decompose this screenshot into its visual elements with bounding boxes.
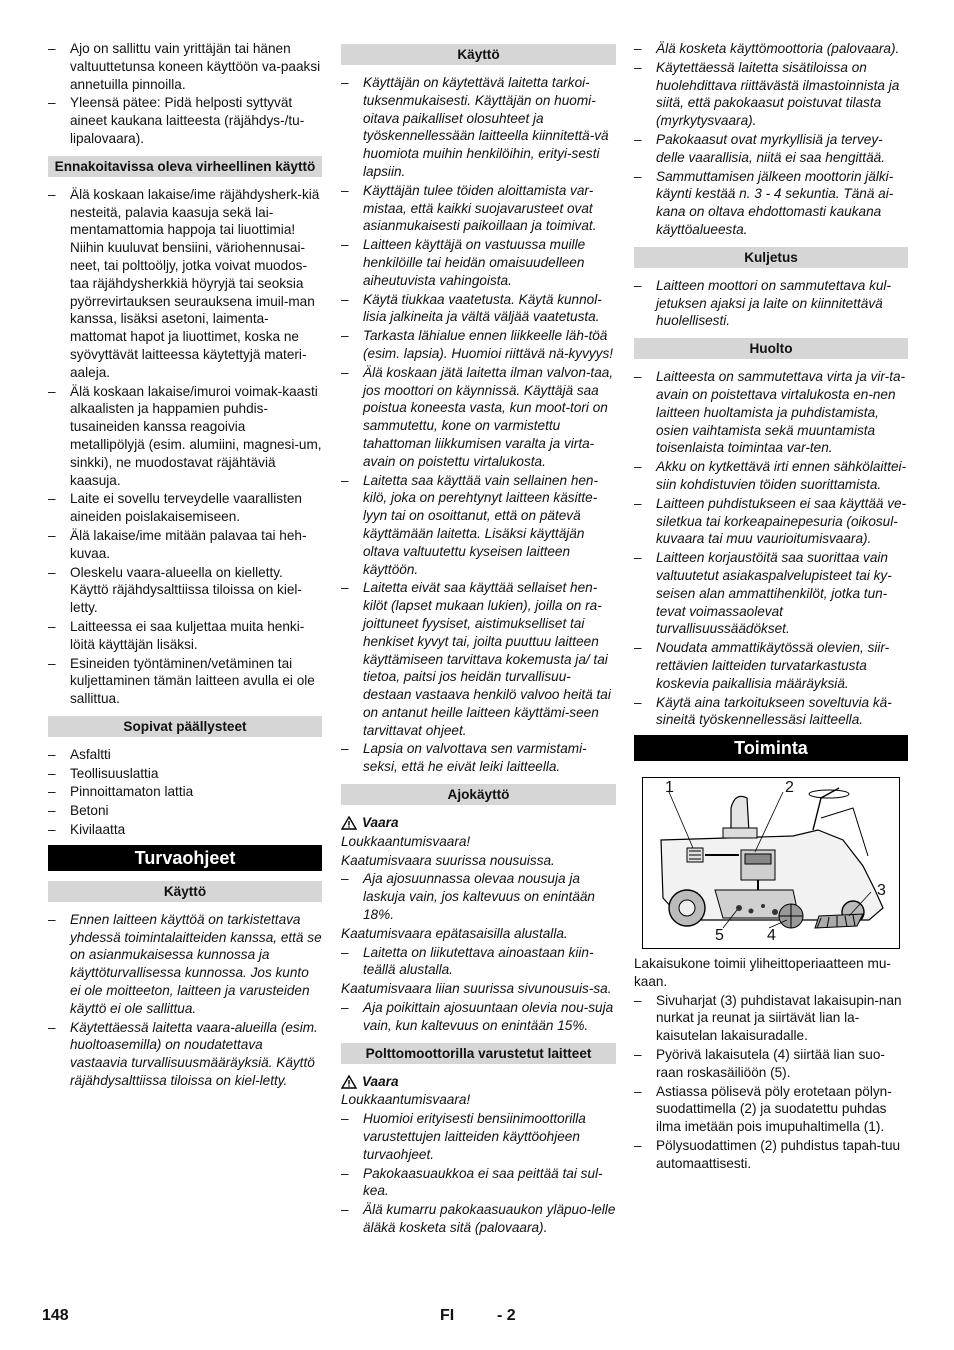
list-item: – Ajo on sallittu vain yrittäjän tai hänen valtuuttetunsa koneen käyttöön va-paaksi annetuilla pinnoilla. bbox=[48, 40, 322, 93]
section-heading-surfaces: Sopivat päällysteet bbox=[48, 716, 322, 737]
list-item: – Laitteessa ei saa kuljettaa muita henki-löitä käyttäjän lisäksi. bbox=[48, 618, 322, 654]
list-item: – Asfaltti bbox=[48, 746, 322, 764]
list-item: – Käytä aina tarkoitukseen soveltuvia kä-sineitä työskennellessäsi laitteella. bbox=[634, 694, 908, 730]
list-item: – Laite ei sovellu terveydelle vaarallisten aineiden poislakaisemiseen. bbox=[48, 490, 322, 526]
list-item: – Yleensä pätee: Pidä helposti syttyvät aineet kaukana laitteesta (räjähdys-/tu-lipalovaara). bbox=[48, 94, 322, 147]
list-item: – Älä koskaan lakaise/ime räjähdysherk-kiä nesteitä, palavia kaasuja sekä lai-mentamattomia happoja tai liuottimia! Niihin kuuluvat bensiini, väriohennusai-neet, tai polttoöljy, jotka voivat muodos-taa räjähdysherkkiä höyryjä tai seoksia pyörrevirtauksen seurauksena imuil-man kanssa, lisäksi asetoni, laimenta-mattomat hapot ja liuottimet, koska ne syövyttävät laitteessa käytettyjä materi-aaleja. bbox=[48, 186, 322, 382]
list-item: – Esineiden työntäminen/vetäminen tai kuljettaminen tämän laitteen avulla ei ole sallittua. bbox=[48, 655, 322, 708]
list-item: – Käytä tiukkaa vaatetusta. Käytä kunnol-lisia jalkineita ja vältä väljää vaatetusta. bbox=[341, 291, 616, 327]
misuse-list bbox=[48, 186, 322, 708]
column-middle bbox=[341, 44, 616, 1238]
list-item: – Pakokaasuaukkoa ei saa peittää tai sul-kea. bbox=[341, 1165, 616, 1201]
list-item: – Noudata ammattikäytössä olevien, siir-rettävien laitteiden turvatarkastusta koskevia paikallisia määräyksiä. bbox=[634, 639, 908, 692]
list-item: – Älä kumarru pakokaasuaukon yläpuo-lelle äläkä kosketa sitä (palovaara). bbox=[341, 1201, 616, 1237]
language-code: FI bbox=[440, 1307, 455, 1324]
list-item: – Akku on kytkettävä irti ennen sähkölaittei-siin kohdistuvien töiden suorittamista. bbox=[634, 458, 908, 494]
figure-label-1: 1 bbox=[665, 779, 674, 797]
list-item: – Käyttäjän on käytettävä laitetta tarkoi-tuksenmukaisesti. Käyttäjän on huomi-oitava paikalliset olosuhteet ja työskennellessään laitteella kiinnitettä-vä huomiota muihin henkilöihin, erityi-sesti lapsiin. bbox=[341, 74, 616, 181]
list-item: – Älä kosketa käyttömoottoria (palovaara). bbox=[634, 40, 908, 58]
side-slope-list bbox=[341, 999, 616, 1035]
warning-triangle-icon bbox=[341, 1075, 357, 1089]
section-heading-maintenance: Huolto bbox=[634, 338, 908, 359]
section-heading-misuse: Ennakoitavissa oleva virheellinen käyttö bbox=[48, 156, 322, 177]
list-item: – Pakokaasut ovat myrkyllisiä ja tervey-delle vaarallisia, niitä ei saa hengittää. bbox=[634, 131, 908, 167]
main-heading-safety: Turvaohjeet bbox=[48, 845, 322, 871]
sweeper-diagram bbox=[642, 777, 900, 949]
list-item: – Laitteesta on sammutettava virta ja vir-ta-avain on poistettava virtalukosta en-nen laitteen huoltamista ja puhdistamista, osien vaihtamista sekä muuntamista toisenlaista toimintaa var-ten. bbox=[634, 368, 908, 457]
list-item: – Käyttäjän tulee töiden aloittamista var-mistaa, että kaikki suojavarusteet ovat asianmukaisesti paikoillaan ja toimivat. bbox=[341, 182, 616, 235]
list-item: – Laitetta eivät saa käyttää sellaiset hen-kilöt (lapset mukaan lukien), joilla on ra-joittuneet fyysiset, aistimukselliset tai henkiset kyvyt tai, joilta puuttuu laitteen käyttämiseen tarvittava kokemusta ja/ tai tietoa, paitsi jos heidän turvallisuu-destaan vastaava henkilö valvoo heitä tai on antanut heille laitteen käyttämi-seen tarvittavat ohjeet. bbox=[341, 579, 616, 739]
engine-list bbox=[341, 1110, 616, 1237]
column-right bbox=[634, 40, 908, 1174]
use-list bbox=[48, 911, 322, 1090]
list-item: – Ennen laitteen käyttöä on tarkistettava yhdessä toimintalaitteiden kanssa, että se on asianmukaisessa kunnossa ja käyttöturvallisessa kunnossa. Jos kunto ei ole moitteeton, laitteen ja varusteiden käyttö ei ole sallittua. bbox=[48, 911, 322, 1018]
slope-list bbox=[341, 870, 616, 923]
page-number: 148 bbox=[42, 1307, 69, 1324]
list-item: – Älä lakaise/ime mitään palavaa tai heh-kuvaa. bbox=[48, 527, 322, 563]
use-list bbox=[341, 74, 616, 776]
figure-label-2: 2 bbox=[785, 779, 794, 797]
section-heading-use: Käyttö bbox=[341, 44, 616, 65]
list-item: – Huomioi erityisesti bensiinimoottorilla varustettujen laitteiden käyttöohjeen turvaohjeet. bbox=[341, 1110, 616, 1163]
list-item: – Aja ajosuunnassa olevaa nousuja ja laskuja vain, jos kaltevuus on enintään 18%. bbox=[341, 870, 616, 923]
figure-label-5: 5 bbox=[715, 927, 724, 945]
list-item: – Pölysuodattimen (2) puhdistus tapah-tuu automaattisesti. bbox=[634, 1137, 908, 1173]
injury-risk: Loukkaantumisvaara! bbox=[341, 833, 471, 849]
list-item: – Astiassa pölisevä pöly erotetaan pölyn-suodattimella (2) ja suodatettu puhdas ilma imetään pois imupuhaltimella (1). bbox=[634, 1083, 908, 1136]
list-item: – Älä koskaan jätä laitetta ilman valvon-taa, jos moottori on käynnissä. Käyttäjä saa poistua koneesta vasta, kun moot-tori on sammutettu, kone on varmistettu tahattoman liikkumisen varalta ja virta-avain on poistettu virtalukosta. bbox=[341, 364, 616, 471]
page-suffix: - 2 bbox=[497, 1307, 516, 1324]
unstable-list bbox=[341, 944, 616, 980]
list-item: – Laitteen korjaustöitä saa suorittaa vain valtuutetut asiakaspalvelupisteet tai ky-seisen alan ammattihenkilöt, jotka tun-tevat voimassaolevat turvallisuussäädökset. bbox=[634, 549, 908, 638]
engine-list-continued bbox=[634, 40, 908, 239]
list-item: – Tarkasta lähialue ennen liikkeelle läh-töä (esim. lapsia). Huomioi riittävä nä-kyvyys! bbox=[341, 327, 616, 363]
list-item: – Lapsia on valvottava sen varmistami-seksi, että he eivät leiki laitteella. bbox=[341, 740, 616, 776]
maintenance-list bbox=[634, 368, 908, 729]
tip-risk-slope: Kaatumisvaara suurissa nousuissa. bbox=[341, 852, 555, 868]
tip-risk-side: Kaatumisvaara liian suurissa sivunousuis-sa. bbox=[341, 981, 612, 997]
injury-risk: Loukkaantumisvaara! bbox=[341, 1092, 471, 1108]
intro-list bbox=[48, 40, 322, 148]
list-item: – Laitetta on liikutettava ainoastaan kiin-teällä alustalla. bbox=[341, 944, 616, 980]
list-item: – Laitteen moottori on sammutettava kul-jetuksen ajaksi ja laite on kiinnitettävä huolellisesti. bbox=[634, 277, 908, 330]
function-list bbox=[634, 992, 908, 1173]
list-item: – Laitteen puhdistukseen ei saa käyttää ve-siletkua tai korkeapainepesuria (oikosul-kuvaara tai muu vaurioitumisvaara). bbox=[634, 495, 908, 548]
list-item: – Aja poikittain ajosuuntaan olevia nou-suja vain, kun kaltevuus on enintään 15%. bbox=[341, 999, 616, 1035]
surfaces-list bbox=[48, 746, 322, 839]
list-item: – Käytettäessä laitetta sisätiloissa on huolehdittava riittävästä ilmastoinnista ja siitä, että pakokaasut poistuvat tilasta (myrkytysvaara). bbox=[634, 59, 908, 130]
list-item: – Kivilaatta bbox=[48, 821, 322, 839]
list-item: – Käytettäessä laitetta vaara-alueilla (esim. huoltoasemilla) on noudatettava vastaavia turvallisuusmääräyksiä. Käyttö räjähdysalttiissa tiloissa on kiel-letty. bbox=[48, 1019, 322, 1090]
list-item: – Teollisuuslattia bbox=[48, 765, 322, 783]
warning-label: Vaara bbox=[341, 1073, 616, 1091]
section-heading-engine: Polttomoottorilla varustetut laitteet bbox=[341, 1043, 616, 1064]
list-item: – Betoni bbox=[48, 802, 322, 820]
tip-risk-unstable: Kaatumisvaara epätasaisilla alustalla. bbox=[341, 925, 568, 941]
list-item: – Pyörivä lakaisutela (4) siirtää lian suo-raan roskasäiliöön (5). bbox=[634, 1046, 908, 1082]
transport-list bbox=[634, 277, 908, 330]
section-heading-use: Käyttö bbox=[48, 881, 322, 902]
column-left bbox=[48, 40, 322, 1091]
function-intro: Lakaisukone toimii yliheittoperiaatteen mu-kaan. bbox=[634, 956, 891, 989]
list-item: – Laitetta saa käyttää vain sellainen hen-kilö, joka on perehtynyt laitteen käsitte-lyyn tai on osoittanut, että on pätevä käyttämään laitetta. Lisäksi käyttäjän oltava valtuutettu kyseisen laitteen käyttöön. bbox=[341, 472, 616, 579]
section-heading-drive: Ajokäyttö bbox=[341, 784, 616, 805]
sweeper-illustration bbox=[643, 778, 899, 948]
figure-label-3: 3 bbox=[877, 882, 886, 900]
list-item: – Laitteen käyttäjä on vastuussa muille henkilöille tai heidän omaisuudelleen aiheutuvista vahingoista. bbox=[341, 236, 616, 289]
list-item: – Sammuttamisen jälkeen moottorin jälki-käynti kestää n. 3 - 4 sekuntia. Tänä ai-kana on oltava ehdottomasti kaukana käyttöalueesta. bbox=[634, 168, 908, 239]
list-item: – Pinnoittamaton lattia bbox=[48, 783, 322, 801]
main-heading-function: Toiminta bbox=[634, 735, 908, 761]
warning-triangle-icon bbox=[341, 816, 357, 830]
list-item: – Älä koskaan lakaise/imuroi voimak-kaasti alkaalisten ja happamien puhdis-tusaineiden kanssa reagoivia metallipölyjä (esim. alumiini, magnesi-um, sinkki), ne muodostavat räjähtäviä kaasuja. bbox=[48, 383, 322, 490]
list-item: – Oleskelu vaara-alueella on kielletty. Käyttö räjähdysalttiissa tiloissa on kiel-letty. bbox=[48, 564, 322, 617]
figure-label-4: 4 bbox=[767, 927, 776, 945]
list-item: – Sivuharjat (3) puhdistavat lakaisupin-nan nurkat ja reunat ja siirtävät lian la-kaisutelan lakaisuradalle. bbox=[634, 992, 908, 1045]
warning-label: Vaara bbox=[341, 814, 616, 832]
section-heading-transport: Kuljetus bbox=[634, 247, 908, 268]
